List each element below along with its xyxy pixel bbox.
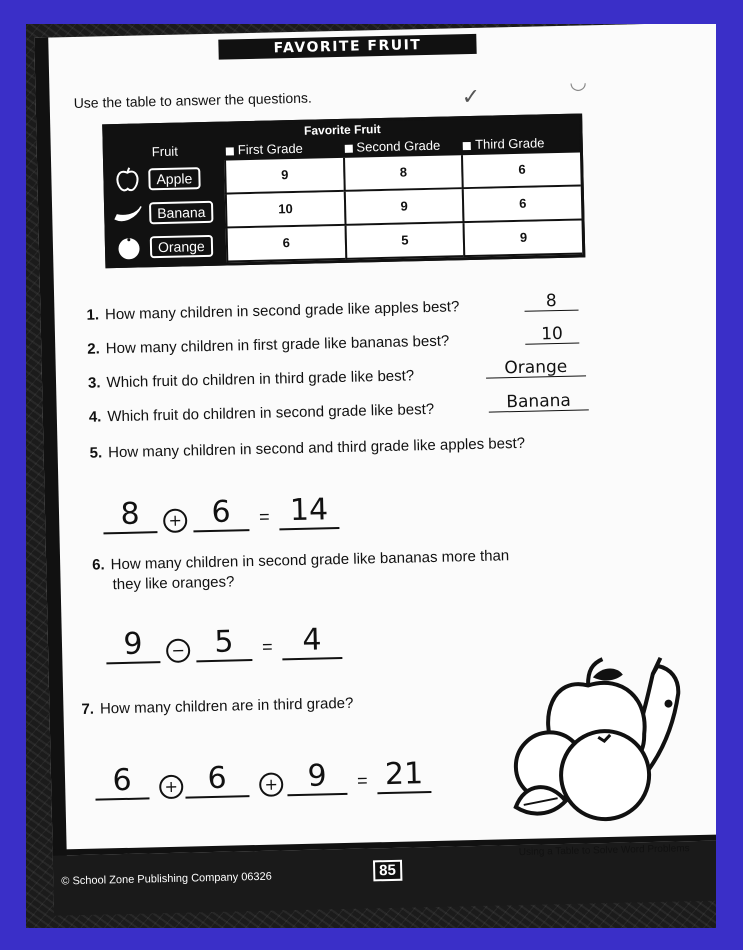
table-cell: 6 <box>462 186 581 223</box>
fruit-illustration-icon <box>492 653 706 828</box>
header-label: Third Grade <box>474 135 545 152</box>
question-text: How many children in second grade like apples best? <box>104 298 460 324</box>
table-title: Favorite Fruit <box>303 122 381 138</box>
table-cell: 9 <box>463 220 582 257</box>
work-7-term-2: 6 <box>185 761 250 798</box>
plus-circle-icon: + <box>259 772 284 797</box>
table-cell: 9 <box>224 158 343 195</box>
answer-1: 8 <box>524 292 578 312</box>
photo-frame <box>26 24 716 928</box>
table-cell: 10 <box>225 192 344 229</box>
header-third-grade <box>461 133 580 156</box>
header-fruit: Fruit <box>151 143 178 160</box>
table-cell: 9 <box>343 189 462 226</box>
question-text: Which fruit do children in third grade like best? <box>106 367 415 392</box>
question-text: How many children in second and third grade like apples best? <box>107 434 526 462</box>
question-6-line-2: they like oranges? <box>112 573 235 594</box>
equals-sign: = <box>261 636 273 657</box>
apple-icon <box>110 165 145 194</box>
answer-2: 10 <box>525 325 579 345</box>
question-6 <box>92 547 509 573</box>
pencil-mark-icon: ◡ <box>569 71 588 94</box>
fruit-label: Banana <box>149 201 214 224</box>
question-4 <box>89 401 435 426</box>
square-bullet-icon <box>463 142 471 150</box>
plus-circle-icon: + <box>163 509 188 534</box>
question-number: 6. <box>92 556 105 574</box>
table-cell: 6 <box>461 152 580 189</box>
question-3 <box>88 367 414 391</box>
plus-circle-icon: + <box>159 775 184 800</box>
question-text: How many children are in third grade? <box>99 694 354 718</box>
question-number: 7. <box>81 700 95 718</box>
question-number: 2. <box>87 340 101 358</box>
instructions: Use the table to answer the questions. <box>73 89 312 111</box>
header-first-grade <box>224 138 343 161</box>
table-cell: 5 <box>344 223 463 260</box>
question-text: How many children in first grade like bananas best? <box>105 332 450 358</box>
work-7-term-1: 6 <box>95 763 150 800</box>
equals-sign: = <box>356 770 368 791</box>
table-cell: 8 <box>343 155 462 192</box>
header-label: First Grade <box>237 140 303 158</box>
worksheet-page <box>34 24 716 908</box>
square-bullet-icon <box>344 144 352 152</box>
footer-publisher: © School Zone Publishing Company 06326 <box>61 870 272 888</box>
question-number: 1. <box>86 306 100 324</box>
work-6-term-1: 9 <box>106 627 161 664</box>
header-label: Second Grade <box>356 137 441 155</box>
question-number: 5. <box>89 444 103 462</box>
favorite-fruit-table <box>102 113 585 268</box>
table-cell: 6 <box>226 226 345 263</box>
check-mark-icon: ✓ <box>461 83 481 110</box>
square-bullet-icon <box>226 147 234 155</box>
fruit-label: Orange <box>150 235 213 258</box>
header-second-grade <box>342 135 461 158</box>
question-number: 4. <box>88 408 102 426</box>
question-7 <box>81 695 353 718</box>
work-7-term-3: 9 <box>287 759 348 796</box>
answer-3: Orange <box>486 357 586 378</box>
fruit-cell <box>106 161 225 198</box>
orange-icon <box>112 233 147 262</box>
work-5-term-1: 8 <box>103 497 158 534</box>
footer-section-title: Using a Table to Solve Word Problems <box>518 843 690 859</box>
minus-circle-icon: − <box>166 638 191 663</box>
work-7-result: 21 <box>377 757 432 794</box>
fruit-label: Apple <box>148 167 200 190</box>
page-number: 85 <box>373 860 402 882</box>
equals-sign: = <box>258 506 270 527</box>
question-2 <box>87 333 449 358</box>
work-6-term-2: 5 <box>196 625 253 662</box>
answer-4: Banana <box>488 391 588 412</box>
work-5-result: 14 <box>279 493 340 530</box>
question-1 <box>86 298 459 323</box>
work-5-term-2: 6 <box>193 495 250 532</box>
fruit-cell <box>108 229 227 266</box>
question-text: How many children in second grade like bananas more than <box>110 547 510 574</box>
question-5 <box>89 435 525 462</box>
question-number: 3. <box>87 374 101 392</box>
work-6-result: 4 <box>282 623 343 660</box>
question-text: Which fruit do children in second grade like best? <box>107 400 435 426</box>
page-title: FAVORITE FRUIT <box>218 34 476 60</box>
banana-icon <box>111 199 146 228</box>
fruit-cell <box>107 195 226 232</box>
